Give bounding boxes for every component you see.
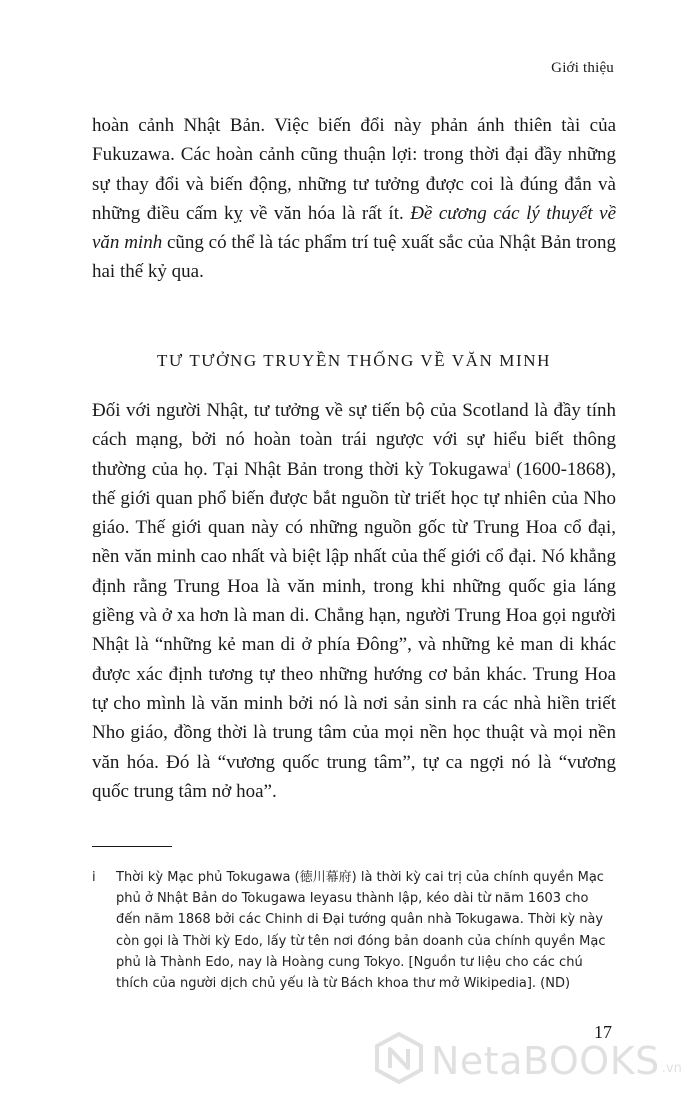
paragraph-intro — [92, 111, 616, 287]
paragraph-civilization-text-1: Đối với người Nhật, tư tưởng về sự tiến bộ của Scotland là đầy tính cách mạng, bởi nó hoàn toàn trái ngược với sự hiểu biết thông thường của họ. Tại Nhật Bản trong thời kỳ Tokugawa — [92, 400, 616, 480]
paragraph-intro-text-1: hoàn cảnh Nhật Bản. Việc biến đổi này phản ánh thiên tài của Fukuzawa. Các hoàn cảnh cũng thuận lợi: trong thời đại đầy những sự thay đổi và biến động, những tư tưởng được coi là đúng đắn và những điều cấm kỵ về văn hóa là rất ít. — [92, 115, 616, 224]
footnote-reference[interactable]: i — [508, 459, 511, 470]
footnote-divider — [92, 846, 172, 847]
footnote — [92, 867, 616, 994]
watermark — [373, 1032, 682, 1089]
book-title-italic: Đề cương các lý thuyết về văn minh — [92, 202, 617, 254]
footnote-text: Thời kỳ Mạc phủ Tokugawa (徳川幕府) là thời kỳ cai trị của chính quyền Mạc phủ ở Nhật Bản do Tokugawa Ieyasu thành lập, kéo dài từ năm 1603 cho đến năm 1868 bởi các Chinh di Đại tướng quân nhà Tokugawa. Thời kỳ này còn gọi là Thời kỳ Edo, lấy từ tên nơi đóng bản doanh của chính quyền Mạc phủ là Thành Edo, nay là Hoàng cung Tokyo. [Nguồn tư liệu cho các chú thích của người dịch chủ yếu là từ Bách khoa thư mở Wikipedia]. (ND) — [116, 870, 606, 992]
running-header: Giới thiệu — [551, 60, 614, 76]
section-heading: TƯ TƯỞNG TRUYỀN THỐNG VỀ VĂN MINH — [157, 351, 551, 370]
paragraph-civilization-text-2: (1600-1868), thế giới quan phổ biến được bắt nguồn từ triết học tự nhiên của Nho giáo. Thế giới quan này có những nguồn gốc từ Trung Hoa cổ đại, nền văn minh cao nhất và biệt lập nhất của thế giới cổ đại. Nó khẳng định rằng Trung Hoa là văn minh, trong khi những quốc gia láng giềng và ở xa hơn là man di. Chẳng hạn, người Trung Hoa gọi người Nhật là “những kẻ man di ở phía Đông”, và những kẻ man di khác được xác định tương tự theo những hướng cơ bản khác. Trung Hoa tự cho mình là văn minh bởi nó là nơi sản sinh ra các nhà hiền triết Nho giáo, đồng thời là trung tâm của mọi nền học thuật và mọi nền văn hóa. Đó là “vương quốc trung tâm”, tự ca ngợi nó là “vương quốc trung tâm nở hoa”. — [92, 458, 616, 802]
netabooks-logo-icon — [373, 1032, 425, 1089]
paragraph-intro-text-2: cũng có thể là tác phẩm trí tuệ xuất sắc của Nhật Bản trong hai thế kỷ qua. — [92, 232, 617, 283]
footnote-marker: i — [92, 870, 96, 885]
paragraph-civilization — [92, 396, 616, 806]
watermark-suffix: .vn — [661, 1061, 682, 1076]
page-number: 17 — [594, 1022, 612, 1042]
watermark-text: NetaBOOKS — [431, 1038, 660, 1083]
